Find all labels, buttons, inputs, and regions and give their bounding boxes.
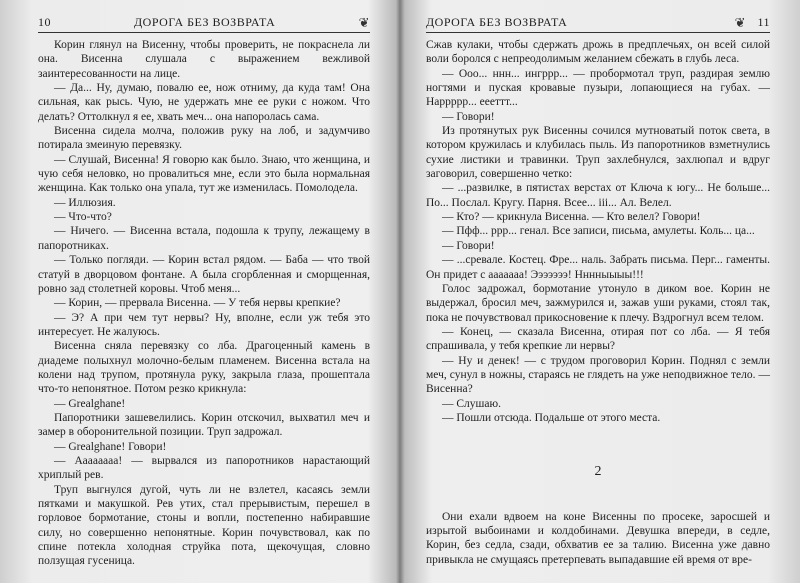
paragraph: — Пошли отсюда. Подальше от этого места. bbox=[442, 411, 661, 424]
paragraph: — Ну и денек! — с трудом проговорил Корин. Поднял с земли меч, сунул в ножны, стараясь не глядеть на уже неподвижное тело. — Висенна? bbox=[426, 354, 770, 396]
paragraph: — Только погляди. — Корин встал рядом. — Баба — что твой статуй в дворцовом фонтане. А была сгорбленная и сморщенная, ровно зад столетней коровы. Чтоб меня... bbox=[38, 254, 370, 295]
paragraph: — Что-что? bbox=[54, 211, 112, 224]
paragraph: Голос задрожал, бормотание утонуло в диком вое. Корин не выдержал, бросил меч, зажмурился и, зажав уши руками, стоял так, пока не почувствовал прикосновение к плечу. Вздрогнул всем телом. bbox=[426, 282, 770, 324]
left-page-text bbox=[38, 38, 370, 569]
ornament-icon: ❦ bbox=[358, 15, 370, 30]
paragraph: — Аааааааа! — вырвался из папоротников нарастающий хриплый рев. bbox=[38, 454, 370, 482]
paragraph: — Иллюзия. bbox=[54, 196, 116, 209]
paragraph: — Э? А при чем тут нервы? Ну, вполне, если уж тебя это интересует. Не жалуюсь. bbox=[38, 311, 370, 338]
paragraph: Из протянутых рук Висенны сочился мутноватый поток света, в котором кружилась и клубилась пыль. Из папоротников взметнулись сухие листики и травинки. Труп захлебнулся, захлюпал и вдруг заговорил, совершенно четко: bbox=[426, 125, 770, 181]
paragraph: Они ехали вдвоем на коне Висенны по просеке, заросшей и изрытой выбоинами и колдобинами. Девушка впереди, в седле, Корин, без седла, сзади, обхватив ее за талию. Висенна уже давно привыкла не смущаясь претерпевать выпадавшие ей время от вре- bbox=[426, 510, 770, 566]
paragraph: — ...развилке, в пятистах верстах от Ключа к югу... Не больше... По... Послал. Кругу. Парня. Всее... ііі... Ал. Велел. bbox=[426, 182, 770, 209]
paragraph: — Пфф... ррр... генал. Все записи, письма, амулеты. Коль... ца... bbox=[442, 225, 755, 238]
paragraph: Висенна сидела молча, положив руку на лоб, и задумчиво потирала змеиную перевязку. bbox=[38, 125, 370, 152]
paragraph: — Слушаю. bbox=[442, 397, 501, 410]
paragraph: — Grealghane! Говори! bbox=[54, 440, 167, 453]
left-page bbox=[0, 0, 396, 583]
paragraph: — Да... Ну, думаю, повалю ее, нож отниму, да куда там! Она сильная, как рысь. Чую, не удержать мне ее руки с ножом. Что делать? Оттолкнул я ее, хвать меч... она напоролась сама. bbox=[38, 82, 370, 123]
right-page-text bbox=[426, 38, 770, 567]
paragraph: — Кто? — крикнула Висенна. — Кто велел? Говори! bbox=[442, 211, 701, 224]
paragraph: Папоротники зашевелились. Корин отскочил, выхватил меч и замер в оборонительной позиции. Труп задрожал. bbox=[38, 411, 370, 439]
page-header bbox=[38, 12, 370, 33]
page-header bbox=[426, 12, 770, 33]
paragraph: Висенна сняла перевязку со лба. Драгоценный камень в диадеме полыхнул молочно-белым пламенем. Висенна встала на колени над трупом, протянула руку, закрыла глаза, прошептала что-то непонятное. Потом резко крикнула: bbox=[38, 340, 370, 396]
chapter-number: 2 bbox=[594, 464, 602, 480]
paragraph: Труп выгнулся дугой, чуть ли не взлетел, касаясь земли пятками и макушкой. Рев утих, стал прерывистым, перешел в горловое бормотание, стоны и вопли, постепенно набиравшие силу, но совершенно непонятные. Корин почувствовал, как по спине потекла холодная струйка пота, щекочущая, словно ползущая гусеница. bbox=[38, 483, 370, 568]
paragraph: — Grealghane! bbox=[54, 397, 126, 410]
paragraph: — Слушай, Висенна! Я говорю как было. Знаю, что женщина, и чую себя неловко, но провалиться мне, если это была нормальная женщина. Как только она упала, тут же изменилась. Помолодела. bbox=[38, 153, 370, 195]
page-number: 11 bbox=[757, 15, 770, 29]
paragraph: Сжав кулаки, чтобы сдержать дрожь в предплечьях, он всей силой воли боролся с непреодолимым желанием сбежать в глубь леса. bbox=[426, 39, 770, 66]
running-title: ДОРОГА БЕЗ ВОЗВРАТА bbox=[426, 15, 568, 29]
paragraph: — Ооо... ннн... ингррр... — пробормотал труп, раздирая землю ногтями и пуская кровавые пузыри, лопающиеся на губах. — Наррррр... еееттт... bbox=[426, 67, 770, 109]
running-title: ДОРОГА БЕЗ ВОЗВРАТА bbox=[134, 15, 276, 29]
paragraph: — Говори! bbox=[442, 239, 495, 252]
paragraph: — Корин, — прервала Висенна. — У тебя нервы крепкие? bbox=[54, 297, 341, 310]
page-number: 10 bbox=[38, 15, 51, 29]
right-page bbox=[404, 0, 800, 583]
paragraph: — ...сревале. Костец. Фре... наль. Забрать письма. Перг... гаменты. Он придет с ааааааа! Эээээээ! Нннныыыы!!! bbox=[426, 254, 770, 281]
paragraph: — Ничего. — Висенна встала, подошла к трупу, лежащему в папоротниках. bbox=[38, 225, 370, 252]
paragraph: — Конец, — сказала Висенна, отирая пот со лба. — Я тебя спрашивала, у тебя крепкие ли нервы? bbox=[426, 325, 770, 353]
paragraph: — Говори! bbox=[442, 110, 495, 123]
ornament-icon: ❦ bbox=[734, 15, 746, 30]
paragraph: Корин глянул на Висенну, чтобы проверить, не покраснела ли она. Висенна слушала с выражением вежливой заинтересованности на лице. bbox=[38, 39, 370, 80]
